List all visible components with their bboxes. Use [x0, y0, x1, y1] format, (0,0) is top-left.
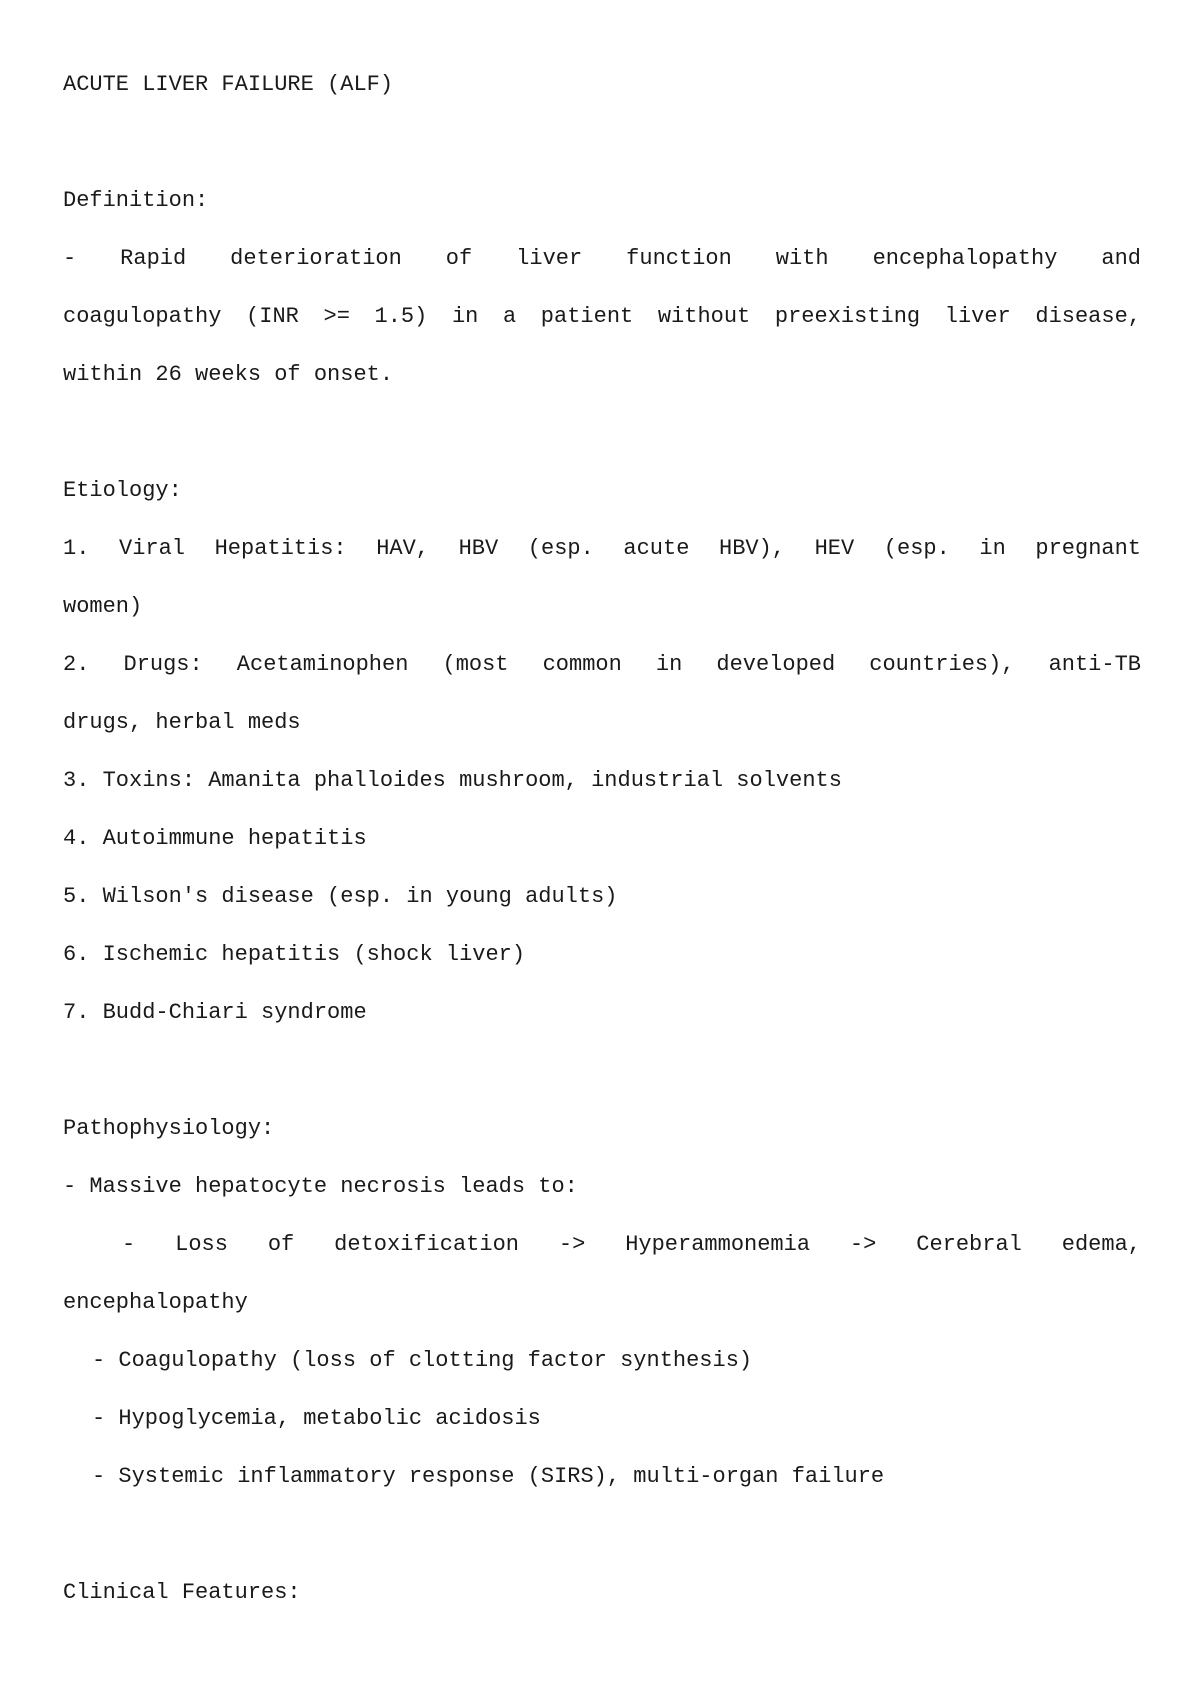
pathophysiology-line-5: - Hypoglycemia, metabolic acidosis — [92, 1406, 541, 1431]
pathophysiology-line-6: - Systemic inflammatory response (SIRS), multi-organ failure — [92, 1464, 885, 1489]
etiology-line-1: 1. Viral Hepatitis: HAV, HBV (esp. acute HBV), HEV (esp. in pregnant — [63, 536, 1141, 561]
definition-line-3: within 26 weeks of onset. — [63, 362, 394, 387]
pathophysiology-line-3: encephalopathy — [63, 1290, 248, 1315]
etiology-line-3: 2. Drugs: Acetaminophen (most common in developed countries), anti-TB — [63, 652, 1141, 677]
etiology-line-8: 6. Ischemic hepatitis (shock liver) — [63, 942, 526, 967]
pathophysiology-heading: Pathophysiology: — [63, 1116, 275, 1141]
etiology-line-7: 5. Wilson's disease (esp. in young adults) — [63, 884, 618, 909]
definition-heading: Definition: — [63, 188, 209, 213]
definition-line-1: - Rapid deterioration of liver function with encephalopathy and — [63, 246, 1141, 271]
etiology-line-5: 3. Toxins: Amanita phalloides mushroom, industrial solvents — [63, 768, 842, 793]
pathophysiology-line-4: - Coagulopathy (loss of clotting factor synthesis) — [92, 1348, 753, 1373]
etiology-line-2: women) — [63, 594, 143, 619]
etiology-heading: Etiology: — [63, 478, 182, 503]
document-title: ACUTE LIVER FAILURE (ALF) — [63, 72, 394, 97]
pathophysiology-line-2: - Loss of detoxification -> Hyperammonemia -> Cerebral edema, — [122, 1232, 1141, 1257]
pathophysiology-line-1: - Massive hepatocyte necrosis leads to: — [63, 1174, 578, 1199]
definition-line-2: coagulopathy (INR >= 1.5) in a patient without preexisting liver disease, — [63, 304, 1141, 329]
etiology-line-6: 4. Autoimmune hepatitis — [63, 826, 367, 851]
etiology-line-4: drugs, herbal meds — [63, 710, 301, 735]
clinical-features-heading: Clinical Features: — [63, 1580, 301, 1605]
etiology-line-9: 7. Budd-Chiari syndrome — [63, 1000, 367, 1025]
